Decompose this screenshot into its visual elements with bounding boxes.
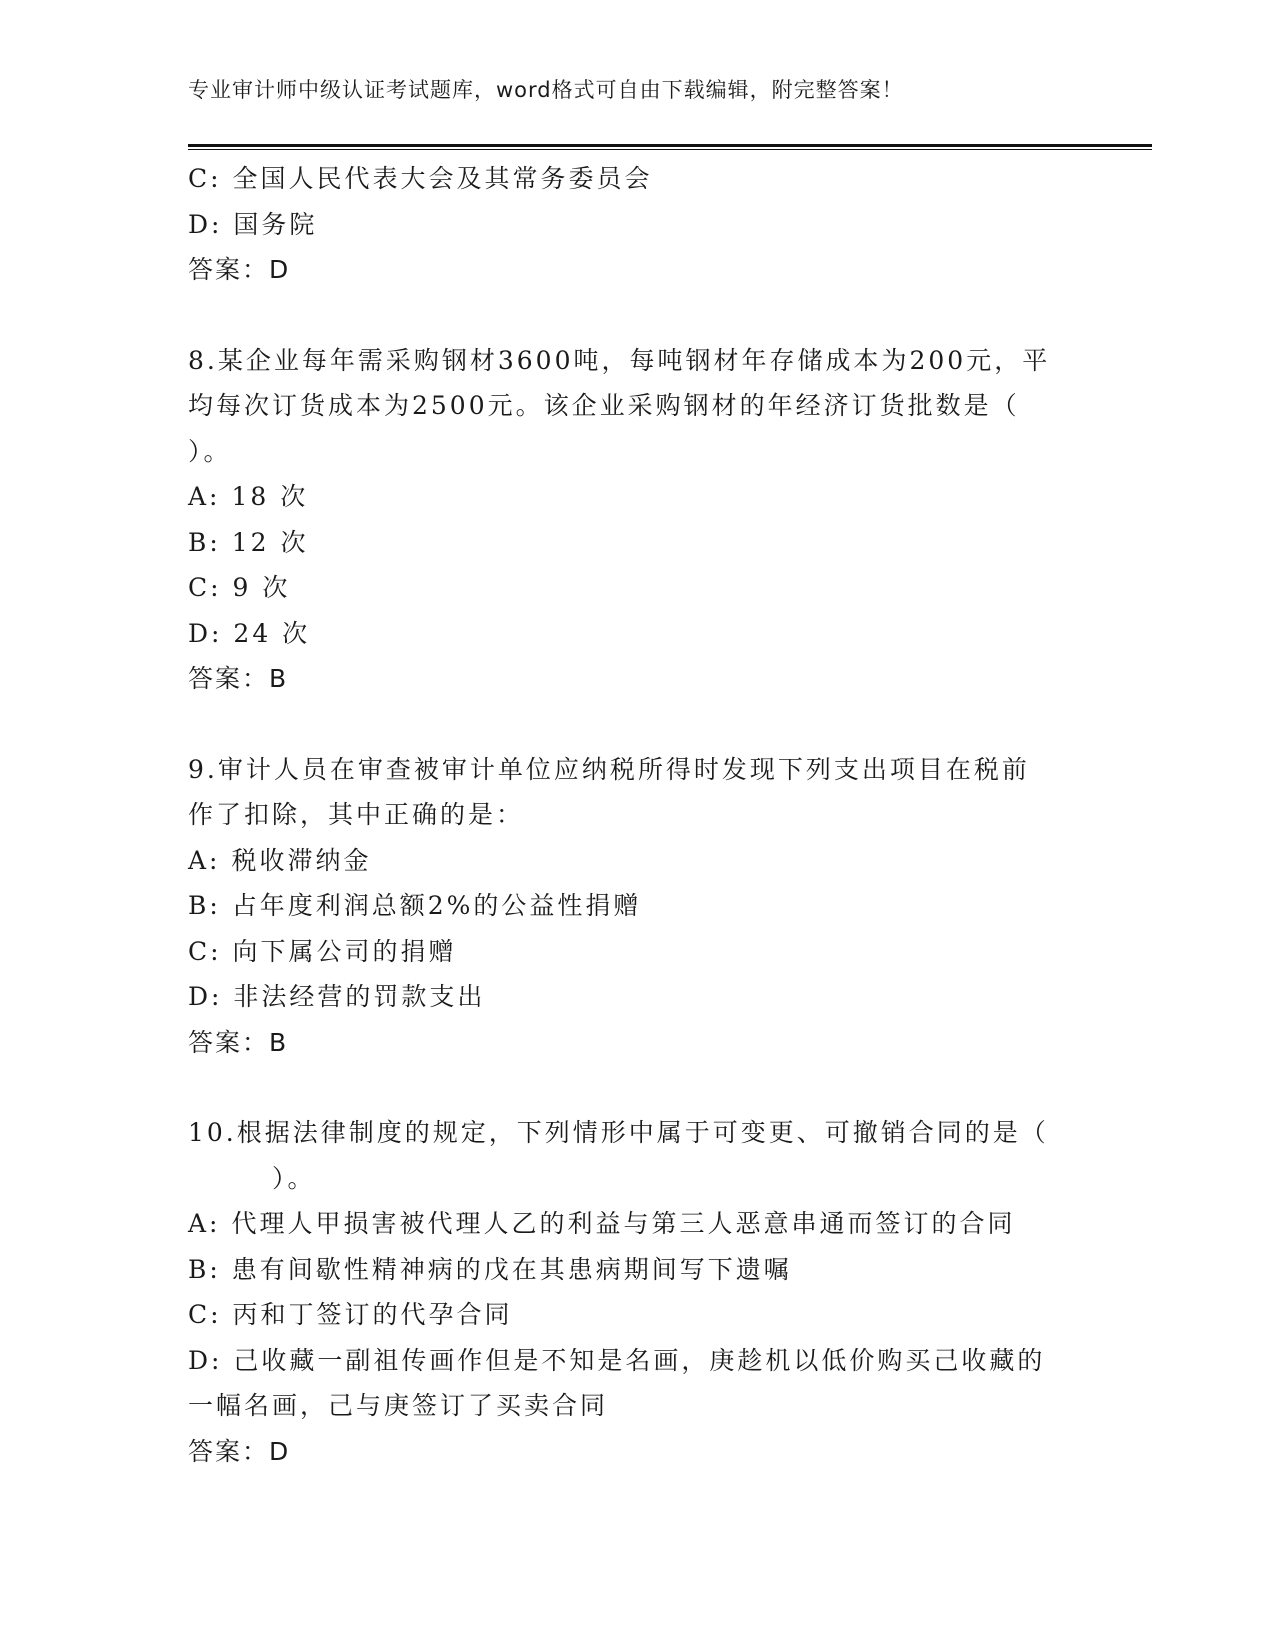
option-a: A: 税收滞纳金 [188,845,372,875]
question-text: 作了扣除，其中正确的是： [188,800,525,829]
option-d: D: 己收藏一副祖传画作但是不知是名画，庚趁机以低价购买己收藏的 [188,1345,1046,1375]
question-9 [188,747,1088,1066]
question-text: 均每次订货成本为2500元。该企业采购钢材的年经济订货批数是（ [188,391,1020,420]
page-header: 专业审计师中级认证考试题库，word格式可自由下载编辑，附完整答案！ [188,78,904,102]
option-b: B: 患有间歇性精神病的戊在其患病期间写下遗嘱 [188,1254,792,1284]
option-b: B: 占年度利润总额2%的公益性捐赠 [188,891,642,920]
answer: 答案：D [188,255,291,284]
question-text: 9.审计人员在审查被审计单位应纳税所得时发现下列支出项目在税前 [188,754,1030,784]
document-body [188,156,1088,1474]
header-rule-thick [188,144,1152,147]
prev-question-block [188,156,1088,293]
header-rule-thin [188,149,1152,150]
option-c: C: 丙和丁签订的代孕合同 [188,1300,513,1329]
option-d: D: 国务院 [188,209,318,239]
option-a: A: 18 次 [188,482,309,511]
question-text: 8.某企业每年需采购钢材3600吨，每吨钢材年存储成本为200元，平 [188,345,1051,375]
option-a: A: 代理人甲损害被代理人乙的利益与第三人恶意串通而签订的合同 [188,1209,1016,1238]
option-d: D: 24 次 [188,618,311,648]
answer: 答案：B [188,1027,289,1057]
question-8 [188,338,1088,702]
option-b: B: 12 次 [188,527,309,557]
option-c: C: 9 次 [188,573,291,602]
answer: 答案：B [188,664,289,693]
question-text: 10.根据法律制度的规定，下列情形中属于可变更、可撤销合同的是（ [188,1118,1049,1147]
question-10 [188,1110,1088,1474]
option-d-continuation: 一幅名画，己与庚签订了买卖合同 [188,1391,609,1420]
option-c: C: 全国人民代表大会及其常务委员会 [188,164,653,193]
option-d: D: 非法经营的罚款支出 [188,982,486,1011]
question-text: ）。 [188,436,232,466]
option-c: C: 向下属公司的捐赠 [188,936,457,966]
question-text: ）。 [188,1163,316,1193]
answer: 答案：D [188,1436,291,1466]
